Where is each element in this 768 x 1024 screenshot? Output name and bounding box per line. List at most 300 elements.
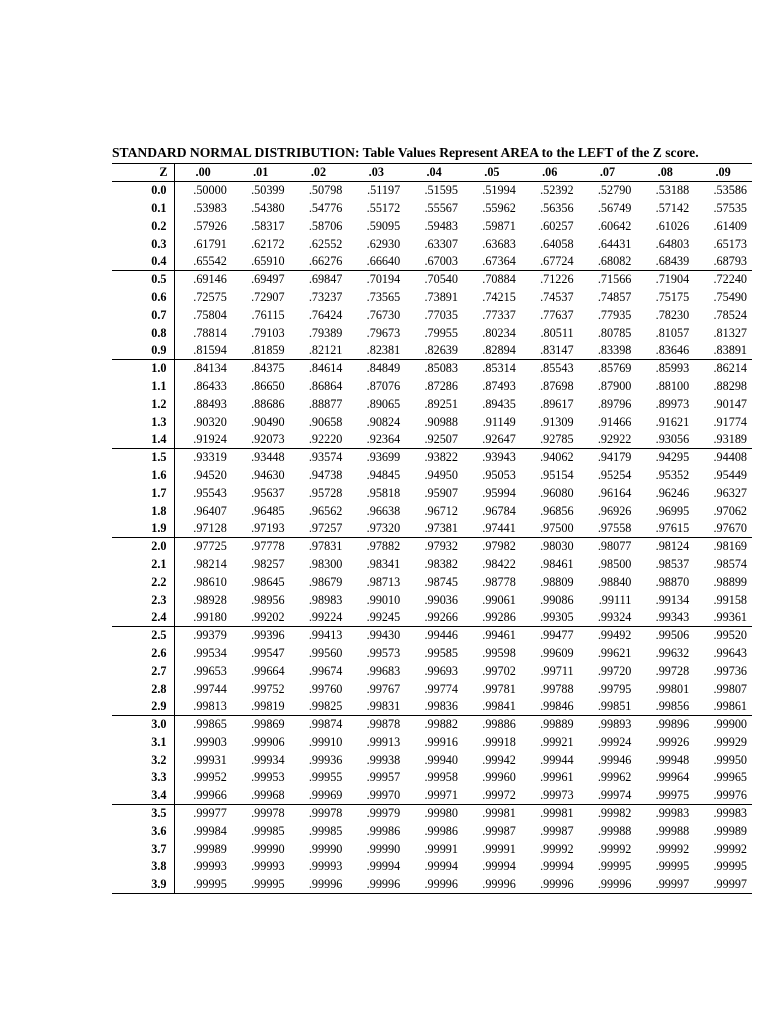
probability-cell: .99995	[597, 859, 632, 874]
probability-cell: .88100	[655, 378, 690, 393]
probability-cell: .99913	[366, 734, 401, 749]
probability-cell: .99111	[598, 592, 632, 607]
probability-cell: .82894	[463, 341, 521, 359]
z-value: 0.2	[112, 217, 174, 235]
probability-cell: .84134	[193, 361, 227, 376]
probability-cell: .93699	[366, 450, 401, 465]
z-value: 0.4	[112, 252, 174, 270]
probability-cell: .79955	[424, 325, 458, 340]
probability-cell: .70884	[482, 272, 516, 287]
probability-cell: .92647	[463, 430, 521, 448]
probability-cell: .64803	[655, 236, 690, 251]
probability-cell: .99836	[405, 697, 463, 715]
probability-cell: .85083	[424, 361, 458, 376]
table-row	[112, 502, 752, 520]
probability-cell: .99994	[424, 859, 458, 874]
probability-cell: .99986	[366, 823, 401, 838]
z-value: 3.0	[112, 715, 174, 733]
probability-cell: .99989	[713, 823, 747, 838]
probability-cell: .74857	[597, 289, 632, 304]
probability-cell: .99343	[636, 608, 694, 626]
probability-cell: .75175	[655, 289, 690, 304]
probability-cell: .99520	[713, 628, 747, 643]
z-value: 1.0	[112, 359, 174, 377]
probability-cell: .99324	[579, 608, 637, 626]
probability-cell: .97381	[405, 519, 463, 537]
probability-cell: .96638	[366, 503, 401, 518]
probability-cell: .99781	[482, 681, 516, 696]
probability-cell: .68439	[636, 252, 694, 270]
probability-cell: .69847	[308, 272, 343, 287]
probability-cell: .98778	[482, 574, 516, 589]
z-value: 2.2	[112, 573, 174, 591]
probability-cell: .76115	[251, 307, 285, 322]
table-row	[112, 235, 752, 253]
probability-cell: .82639	[405, 341, 463, 359]
probability-cell: .81057	[655, 325, 690, 340]
z-value: 1.1	[112, 377, 174, 395]
table-row	[112, 608, 752, 626]
probability-cell: .99992	[655, 841, 690, 856]
probability-cell: .86864	[308, 378, 343, 393]
probability-cell: .99825	[290, 697, 348, 715]
probability-cell: .99975	[636, 786, 694, 804]
probability-cell: .99988	[655, 823, 690, 838]
probability-cell: .95154	[540, 467, 574, 482]
probability-cell: .60257	[540, 218, 574, 233]
probability-cell: .99994	[540, 859, 574, 874]
header-row	[112, 164, 752, 182]
z-value: 1.7	[112, 484, 174, 502]
probability-cell: .98679	[308, 574, 343, 589]
probability-cell: .97257	[290, 519, 348, 537]
probability-cell: .99950	[713, 752, 747, 767]
probability-cell: .97982	[482, 539, 516, 554]
probability-cell: .59483	[424, 218, 458, 233]
probability-cell: .98124	[655, 539, 690, 554]
table-row	[112, 697, 752, 715]
probability-cell: .95818	[366, 485, 401, 500]
probability-cell: .99958	[424, 770, 458, 785]
probability-cell: .99992	[597, 841, 632, 856]
table-row	[112, 359, 752, 377]
probability-cell: .99985	[308, 823, 343, 838]
probability-cell: .99952	[193, 770, 227, 785]
probability-cell: .96856	[540, 503, 574, 518]
probability-cell: .99953	[251, 770, 285, 785]
probability-cell: .74215	[482, 289, 516, 304]
probability-cell: .90490	[251, 414, 285, 429]
z-value: 1.6	[112, 466, 174, 484]
probability-cell: .96164	[597, 485, 632, 500]
probability-cell: .80785	[597, 325, 632, 340]
probability-cell: .89973	[655, 396, 690, 411]
probability-cell: .92507	[405, 430, 463, 448]
probability-cell: .99979	[366, 806, 401, 821]
z-value: 2.4	[112, 608, 174, 626]
probability-cell: .87493	[482, 378, 516, 393]
probability-cell: .78524	[713, 307, 747, 322]
probability-cell: .99997	[636, 875, 694, 893]
probability-cell: .58706	[308, 218, 343, 233]
probability-cell: .65910	[232, 252, 290, 270]
z-value: 3.2	[112, 751, 174, 769]
probability-cell: .99987	[540, 823, 574, 838]
probability-cell: .99940	[424, 752, 458, 767]
table-row	[112, 448, 752, 466]
probability-cell: .96926	[597, 503, 632, 518]
probability-cell: .99972	[463, 786, 521, 804]
probability-cell: .50798	[308, 183, 343, 198]
probability-cell: .99702	[482, 663, 516, 678]
probability-cell: .51994	[482, 183, 516, 198]
table-row	[112, 769, 752, 787]
probability-cell: .62552	[308, 236, 343, 251]
probability-cell: .99968	[232, 786, 290, 804]
column-header: .04	[405, 164, 463, 182]
probability-cell: .53586	[713, 183, 747, 198]
z-score-table	[112, 163, 752, 894]
probability-cell: .57535	[713, 200, 747, 215]
probability-cell: .97320	[347, 519, 405, 537]
probability-cell: .76730	[366, 307, 401, 322]
table-row	[112, 537, 752, 555]
probability-cell: .89251	[424, 396, 458, 411]
probability-cell: .99981	[540, 806, 574, 821]
probability-cell: .97932	[424, 539, 458, 554]
probability-cell: .84614	[308, 361, 343, 376]
probability-cell: .99995	[174, 875, 232, 893]
probability-cell: .85543	[540, 361, 574, 376]
probability-cell: .62172	[251, 236, 285, 251]
probability-cell: .98840	[597, 574, 632, 589]
probability-cell: .94738	[308, 467, 343, 482]
probability-cell: .98341	[366, 556, 401, 571]
probability-cell: .99990	[308, 841, 343, 856]
probability-cell: .99693	[424, 663, 458, 678]
probability-cell: .98956	[251, 592, 285, 607]
probability-cell: .97441	[463, 519, 521, 537]
probability-cell: .99996	[347, 875, 405, 893]
table-row	[112, 413, 752, 431]
probability-cell: .93822	[424, 450, 458, 465]
z-value: 1.5	[112, 448, 174, 466]
probability-cell: .99760	[308, 681, 343, 696]
probability-cell: .99996	[579, 875, 637, 893]
probability-cell: .79389	[308, 325, 343, 340]
probability-cell: .99795	[597, 681, 632, 696]
probability-cell: .99990	[366, 841, 401, 856]
probability-cell: .94950	[424, 467, 458, 482]
probability-cell: .99643	[713, 645, 747, 660]
probability-cell: .94520	[193, 467, 227, 482]
probability-cell: .72907	[251, 289, 285, 304]
probability-cell: .98500	[597, 556, 632, 571]
probability-cell: .56356	[540, 200, 574, 215]
table-row	[112, 288, 752, 306]
probability-cell: .52790	[597, 183, 632, 198]
probability-cell: .99379	[193, 628, 227, 643]
probability-cell: .85769	[597, 361, 632, 376]
probability-cell: .95728	[308, 485, 343, 500]
probability-cell: .97500	[521, 519, 579, 537]
probability-cell: .97670	[694, 519, 752, 537]
probability-cell: .99987	[482, 823, 516, 838]
probability-cell: .99621	[597, 645, 632, 660]
probability-cell: .65542	[174, 252, 232, 270]
probability-cell: .61791	[193, 236, 227, 251]
probability-cell: .90824	[366, 414, 401, 429]
column-header: .05	[463, 164, 521, 182]
z-value: 3.1	[112, 733, 174, 751]
probability-cell: .96080	[540, 485, 574, 500]
probability-cell: .94408	[713, 450, 747, 465]
probability-cell: .99430	[366, 628, 401, 643]
probability-cell: .99477	[540, 628, 574, 643]
z-value: 1.4	[112, 430, 174, 448]
probability-cell: .99585	[424, 645, 458, 660]
probability-cell: .99993	[308, 859, 343, 874]
z-value: 0.1	[112, 199, 174, 217]
table-row	[112, 733, 752, 751]
probability-cell: .99305	[521, 608, 579, 626]
probability-cell: .99819	[232, 697, 290, 715]
probability-cell: .84375	[251, 361, 285, 376]
probability-cell: .99996	[463, 875, 521, 893]
probability-cell: .99957	[366, 770, 401, 785]
probability-cell: .98300	[308, 556, 343, 571]
probability-cell: .67364	[463, 252, 521, 270]
probability-cell: .99996	[290, 875, 348, 893]
probability-cell: .76424	[308, 307, 343, 322]
table-row	[112, 519, 752, 537]
probability-cell: .87900	[597, 378, 632, 393]
probability-cell: .99991	[424, 841, 458, 856]
probability-cell: .99948	[655, 752, 690, 767]
column-header-z: Z	[112, 164, 174, 182]
z-value: 2.6	[112, 644, 174, 662]
z-value: 2.3	[112, 591, 174, 609]
probability-cell: .88686	[251, 396, 285, 411]
probability-cell: .99831	[347, 697, 405, 715]
probability-cell: .75804	[193, 307, 227, 322]
probability-cell: .57142	[655, 200, 690, 215]
probability-cell: .87698	[540, 378, 574, 393]
probability-cell: .99978	[308, 806, 343, 821]
column-header: .08	[636, 164, 694, 182]
z-value: 3.4	[112, 786, 174, 804]
probability-cell: .97558	[579, 519, 637, 537]
probability-cell: .99982	[597, 806, 632, 821]
probability-cell: .98169	[713, 539, 747, 554]
probability-cell: .93189	[694, 430, 752, 448]
probability-cell: .99973	[521, 786, 579, 804]
probability-cell: .75490	[713, 289, 747, 304]
probability-cell: .99461	[482, 628, 516, 643]
table-body	[112, 181, 752, 893]
z-value: 3.8	[112, 858, 174, 876]
probability-cell: .51595	[424, 183, 458, 198]
probability-cell: .99977	[193, 806, 227, 821]
table-row	[112, 875, 752, 893]
probability-cell: .85993	[655, 361, 690, 376]
probability-cell: .99134	[655, 592, 690, 607]
probability-cell: .98745	[424, 574, 458, 589]
column-header: .07	[579, 164, 637, 182]
probability-cell: .53983	[193, 200, 227, 215]
probability-cell: .99906	[251, 734, 285, 749]
probability-cell: .99944	[540, 752, 574, 767]
column-header: .03	[347, 164, 405, 182]
probability-cell: .99547	[251, 645, 285, 660]
probability-cell: .99992	[713, 841, 747, 856]
probability-cell: .99974	[579, 786, 637, 804]
probability-cell: .77035	[424, 307, 458, 322]
table-row	[112, 804, 752, 822]
z-value: 2.8	[112, 680, 174, 698]
probability-cell: .98537	[655, 556, 690, 571]
probability-cell: .99874	[308, 717, 343, 732]
probability-cell: .57926	[193, 218, 227, 233]
probability-cell: .89065	[366, 396, 401, 411]
probability-cell: .99962	[597, 770, 632, 785]
probability-cell: .99841	[463, 697, 521, 715]
probability-cell: .99534	[193, 645, 227, 660]
probability-cell: .97128	[174, 519, 232, 537]
probability-cell: .58317	[251, 218, 285, 233]
probability-cell: .99965	[713, 770, 747, 785]
probability-cell: .91774	[713, 414, 747, 429]
probability-cell: .53188	[655, 183, 690, 198]
z-value: 3.5	[112, 804, 174, 822]
probability-cell: .99994	[366, 859, 401, 874]
probability-cell: .69146	[193, 272, 227, 287]
z-value: 0.6	[112, 288, 174, 306]
probability-cell: .99983	[655, 806, 690, 821]
probability-cell: .99997	[694, 875, 752, 893]
probability-cell: .99971	[405, 786, 463, 804]
probability-cell: .99158	[713, 592, 747, 607]
z-value: 3.6	[112, 822, 174, 840]
page-title: STANDARD NORMAL DISTRIBUTION: Table Values Represent AREA to the LEFT of the Z score.	[112, 145, 699, 160]
probability-cell: .99921	[540, 734, 574, 749]
probability-cell: .64058	[540, 236, 574, 251]
probability-cell: .63683	[482, 236, 516, 251]
probability-cell: .50399	[251, 183, 285, 198]
probability-cell: .97725	[193, 539, 227, 554]
probability-cell: .86433	[193, 378, 227, 393]
probability-cell: .99861	[694, 697, 752, 715]
table-row	[112, 181, 752, 199]
probability-cell: .68082	[579, 252, 637, 270]
probability-cell: .96784	[482, 503, 516, 518]
probability-cell: .55962	[482, 200, 516, 215]
table-row	[112, 341, 752, 359]
z-value: 3.3	[112, 769, 174, 787]
probability-cell: .89435	[482, 396, 516, 411]
column-header: .02	[290, 164, 348, 182]
table-row	[112, 430, 752, 448]
probability-cell: .99774	[424, 681, 458, 696]
probability-cell: .91309	[540, 414, 574, 429]
probability-cell: .98422	[482, 556, 516, 571]
table-header	[112, 164, 752, 182]
probability-cell: .99938	[366, 752, 401, 767]
probability-cell: .99966	[174, 786, 232, 804]
probability-cell: .99878	[366, 717, 401, 732]
probability-cell: .55567	[424, 200, 458, 215]
probability-cell: .98899	[713, 574, 747, 589]
probability-cell: .99653	[193, 663, 227, 678]
probability-cell: .96562	[308, 503, 343, 518]
probability-cell: .56749	[597, 200, 632, 215]
probability-cell: .91924	[174, 430, 232, 448]
column-header: .00	[174, 164, 232, 182]
probability-cell: .98645	[251, 574, 285, 589]
probability-cell: .99993	[251, 859, 285, 874]
probability-cell: .99720	[597, 663, 632, 678]
probability-cell: .99767	[366, 681, 401, 696]
probability-cell: .85314	[482, 361, 516, 376]
probability-cell: .88298	[713, 378, 747, 393]
probability-cell: .99993	[193, 859, 227, 874]
probability-cell: .99916	[424, 734, 458, 749]
probability-cell: .99969	[290, 786, 348, 804]
probability-cell: .54776	[308, 200, 343, 215]
table-row	[112, 715, 752, 733]
probability-cell: .77637	[540, 307, 574, 322]
probability-cell: .99926	[655, 734, 690, 749]
probability-cell: .80511	[540, 325, 574, 340]
probability-cell: .99492	[597, 628, 632, 643]
probability-cell: .99573	[366, 645, 401, 660]
probability-cell: .87286	[424, 378, 458, 393]
probability-cell: .83891	[694, 341, 752, 359]
probability-cell: .99736	[713, 663, 747, 678]
probability-cell: .99598	[482, 645, 516, 660]
table-row	[112, 751, 752, 769]
probability-cell: .99036	[424, 592, 458, 607]
probability-cell: .91621	[655, 414, 690, 429]
probability-cell: .69497	[251, 272, 285, 287]
probability-cell: .98382	[424, 556, 458, 571]
probability-cell: .99990	[251, 841, 285, 856]
probability-cell: .95352	[655, 467, 690, 482]
probability-cell: .99882	[424, 717, 458, 732]
z-value: 0.7	[112, 306, 174, 324]
probability-cell: .99900	[713, 717, 747, 732]
probability-cell: .99995	[713, 859, 747, 874]
probability-cell: .99946	[597, 752, 632, 767]
probability-cell: .99893	[597, 717, 632, 732]
probability-cell: .99976	[694, 786, 752, 804]
z-value: 1.8	[112, 502, 174, 520]
table-row	[112, 680, 752, 698]
z-value: 2.5	[112, 626, 174, 644]
probability-cell: .99674	[308, 663, 343, 678]
probability-cell: .83646	[636, 341, 694, 359]
probability-cell: .99981	[482, 806, 516, 821]
probability-cell: .99996	[405, 875, 463, 893]
probability-cell: .99728	[655, 663, 690, 678]
column-header: .09	[694, 164, 752, 182]
probability-cell: .99985	[251, 823, 285, 838]
probability-cell: .96485	[251, 503, 285, 518]
probability-cell: .96407	[193, 503, 227, 518]
probability-cell: .99788	[540, 681, 574, 696]
probability-cell: .99061	[482, 592, 516, 607]
z-value: 3.7	[112, 840, 174, 858]
